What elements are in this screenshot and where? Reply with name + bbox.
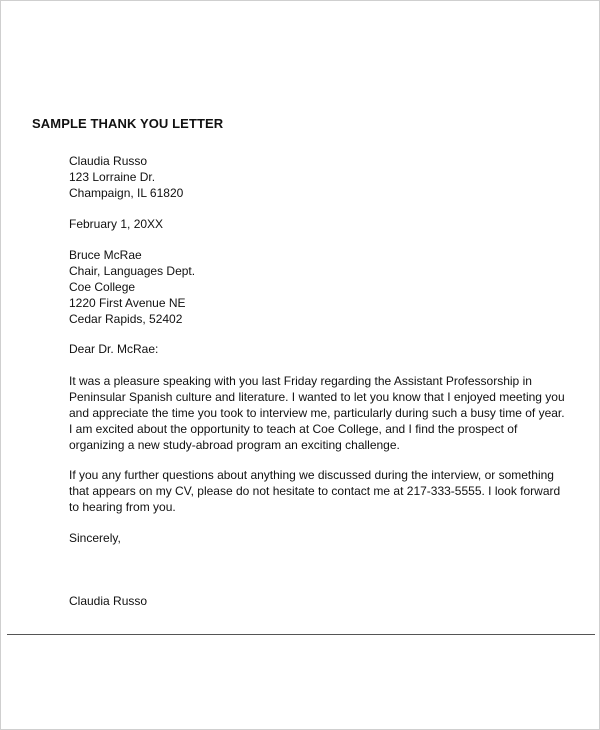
sender-city: Champaign, IL 61820 xyxy=(69,186,184,200)
closing: Sincerely, xyxy=(69,531,121,545)
letter-date: February 1, 20XX xyxy=(69,217,164,231)
paragraph-line: If you any further questions about anything we discussed during the interview, or something xyxy=(69,468,554,482)
letter-title: SAMPLE THANK YOU LETTER xyxy=(32,116,224,131)
recipient-address xyxy=(69,247,195,327)
body-paragraph-2 xyxy=(69,467,561,515)
recipient-name: Bruce McRae xyxy=(69,248,142,262)
paragraph-line: It was a pleasure speaking with you last Friday regarding the Assistant Professorship in xyxy=(69,374,532,388)
paragraph-line: to hearing from you. xyxy=(69,500,176,514)
paragraph-line: Peninsular Spanish culture and literature. I wanted to let you know that I enjoyed meeting you xyxy=(69,390,565,404)
bottom-divider xyxy=(7,634,595,635)
sender-name: Claudia Russo xyxy=(69,154,148,168)
paragraph-line: I am excited about the opportunity to teach at Coe College, and I find the prospect of xyxy=(69,422,518,436)
recipient-organization: Coe College xyxy=(69,280,136,294)
paragraph-line: that appears on my CV, please do not hesitate to contact me at 217-333-5555. I look forward xyxy=(69,484,561,498)
signature-name: Claudia Russo xyxy=(69,594,148,608)
salutation: Dear Dr. McRae: xyxy=(69,342,159,356)
paragraph-line: organizing a new study-abroad program an exciting challenge. xyxy=(69,438,400,452)
recipient-title: Chair, Languages Dept. xyxy=(69,264,196,278)
paragraph-line: and appreciate the time you took to interview me, particularly during such a busy time of year. xyxy=(69,406,565,420)
recipient-street: 1220 First Avenue NE xyxy=(69,296,186,310)
sender-street: 123 Lorraine Dr. xyxy=(69,170,156,184)
sender-address xyxy=(69,153,183,201)
body-paragraph-1 xyxy=(69,373,565,453)
recipient-city: Cedar Rapids, 52402 xyxy=(69,312,183,326)
